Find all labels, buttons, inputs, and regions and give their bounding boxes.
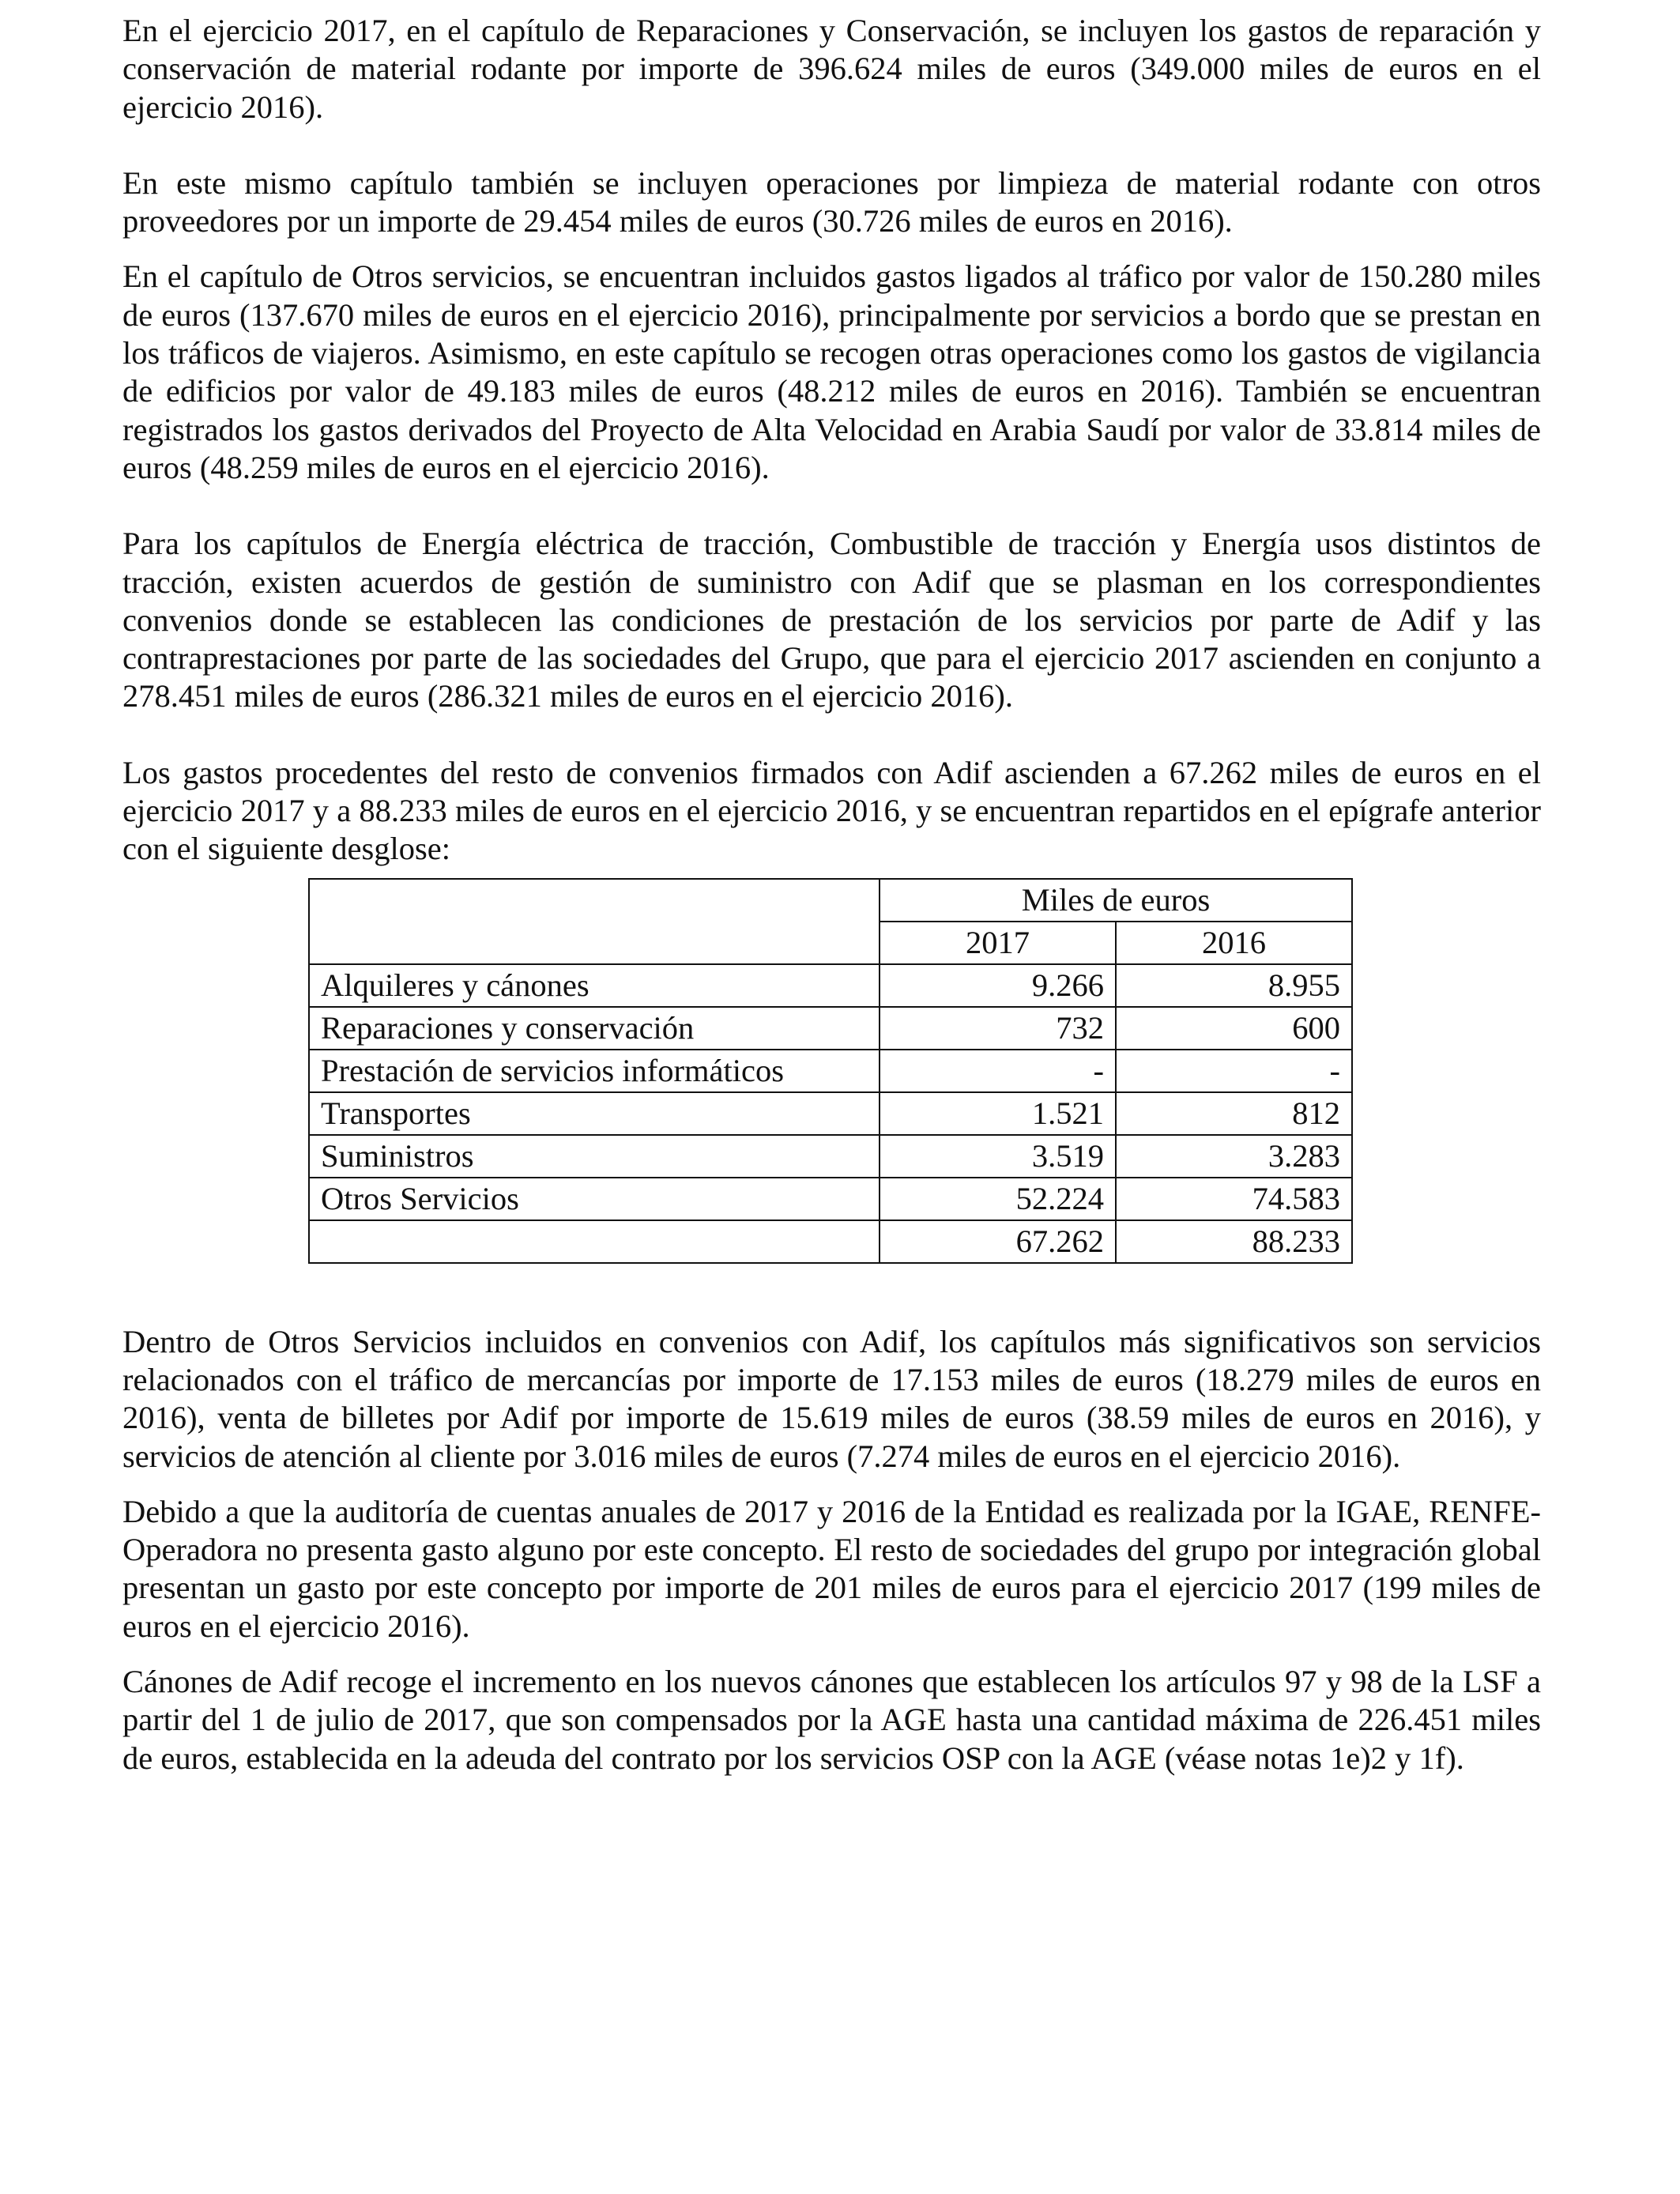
paragraph-limpieza: En este mismo capítulo también se incluyen operaciones por limpieza de material rodante con otros proveedores por un importe de 29.454 miles de euros (30.726 miles de euros en 2016).	[122, 164, 1541, 239]
table-group-header: Miles de euros	[880, 879, 1352, 922]
table-row-label: Otros Servicios	[309, 1178, 880, 1220]
paragraph-otros-servicios: En el capítulo de Otros servicios, se encuentran incluidos gastos ligados al tráfico por valor de 150.280 miles de euros (137.670 miles de euros en el ejercicio 2016), principalmente por servicios a bordo que se prestan en los tráficos de viajeros. Asimismo, en este capítulo se recogen otras operaciones como los gastos de vigilancia de edificios por valor de 49.183 miles de euros (48.212 miles de euros en 2016). También se encuentran registrados los gastos derivados del Proyecto de Alta Velocidad en Arabia Saudí por valor de 33.814 miles de euros (48.259 miles de euros en el ejercicio 2016).	[122, 258, 1541, 485]
table-row	[309, 1050, 1352, 1092]
paragraph-otros-servicios-adif: Dentro de Otros Servicios incluidos en convenios con Adif, los capítulos más significativos son servicios relacionados con el tráfico de mercancías por importe de 17.153 miles de euros (18.279 miles de euros en 2016), venta de billetes por Adif por importe de 15.619 miles de euros (38.59 miles de euros en 2016), y servicios de atención al cliente por 3.016 miles de euros (7.274 miles de euros en el ejercicio 2016).	[122, 1323, 1541, 1474]
table-row	[309, 1178, 1352, 1220]
table-row	[309, 1135, 1352, 1178]
table-cell-2017: 1.521	[880, 1092, 1116, 1135]
table-row-label: Suministros	[309, 1135, 880, 1178]
table-cell-2017: 52.224	[880, 1178, 1116, 1220]
table-cell-2016: -	[1116, 1050, 1352, 1092]
table-row	[309, 1007, 1352, 1050]
table-total-2017: 67.262	[880, 1220, 1116, 1263]
table-total-row	[309, 1220, 1352, 1263]
table-row-label: Alquileres y cánones	[309, 964, 880, 1007]
table-header-row	[309, 879, 1352, 922]
table-total-label	[309, 1220, 880, 1263]
paragraph-auditoria: Debido a que la auditoría de cuentas anuales de 2017 y 2016 de la Entidad es realizada por la IGAE, RENFE-Operadora no presenta gasto alguno por este concepto. El resto de sociedades del grupo por integración global presentan un gasto por este concepto por importe de 201 miles de euros para el ejercicio 2017 (199 miles de euros en el ejercicio 2016).	[122, 1493, 1541, 1644]
table-cell-2016: 8.955	[1116, 964, 1352, 1007]
table-row	[309, 1092, 1352, 1135]
table-cell-2017: -	[880, 1050, 1116, 1092]
table-cell-2017: 9.266	[880, 964, 1116, 1007]
table-row-label: Reparaciones y conservación	[309, 1007, 880, 1050]
table-year-header-2017: 2017	[880, 922, 1116, 964]
table-year-header-2016: 2016	[1116, 922, 1352, 964]
paragraph-canones-adif: Cánones de Adif recoge el incremento en los nuevos cánones que establecen los artículos 97 y 98 de la LSF a partir del 1 de julio de 2017, que son compensados por la AGE hasta una cantidad máxima de 226.451 miles de euros, establecida en la adeuda del contrato por los servicios OSP con la AGE (véase notas 1e)2 y 1f).	[122, 1664, 1541, 1776]
table-cell-2016: 812	[1116, 1092, 1352, 1135]
table-cell-2016: 3.283	[1116, 1135, 1352, 1178]
paragraph-reparaciones: En el ejercicio 2017, en el capítulo de Reparaciones y Conservación, se incluyen los gastos de reparación y conservación de material rodante por importe de 396.624 miles de euros (349.000 miles de euros en el ejercicio 2016).	[122, 13, 1541, 125]
table-row	[309, 964, 1352, 1007]
paragraph-energia: Para los capítulos de Energía eléctrica de tracción, Combustible de tracción y Energía usos distintos de tracción, existen acuerdos de gestión de suministro con Adif que se plasman en los correspondientes convenios donde se establecen las condiciones de prestación de los servicios por parte de Adif y las contraprestaciones por parte de las sociedades del Grupo, que para el ejercicio 2017 ascienden en conjunto a 278.451 miles de euros (286.321 miles de euros en el ejercicio 2016).	[122, 526, 1541, 714]
table-row-label: Transportes	[309, 1092, 880, 1135]
table-header-empty-cell	[309, 879, 880, 964]
breakdown-table	[308, 878, 1353, 1264]
table-cell-2017: 732	[880, 1007, 1116, 1050]
table-cell-2016: 600	[1116, 1007, 1352, 1050]
table-cell-2016: 74.583	[1116, 1178, 1352, 1220]
paragraph-convenios-adif: Los gastos procedentes del resto de convenios firmados con Adif ascienden a 67.262 miles de euros en el ejercicio 2017 y a 88.233 miles de euros en el ejercicio 2016, y se encuentran repartidos en el epígrafe anterior con el siguiente desglose:	[122, 754, 1541, 867]
table-total-2016: 88.233	[1116, 1220, 1352, 1263]
breakdown-table-wrapper	[308, 878, 1351, 1264]
table-row-label: Prestación de servicios informáticos	[309, 1050, 880, 1092]
table-cell-2017: 3.519	[880, 1135, 1116, 1178]
document-page	[122, 12, 1541, 1777]
